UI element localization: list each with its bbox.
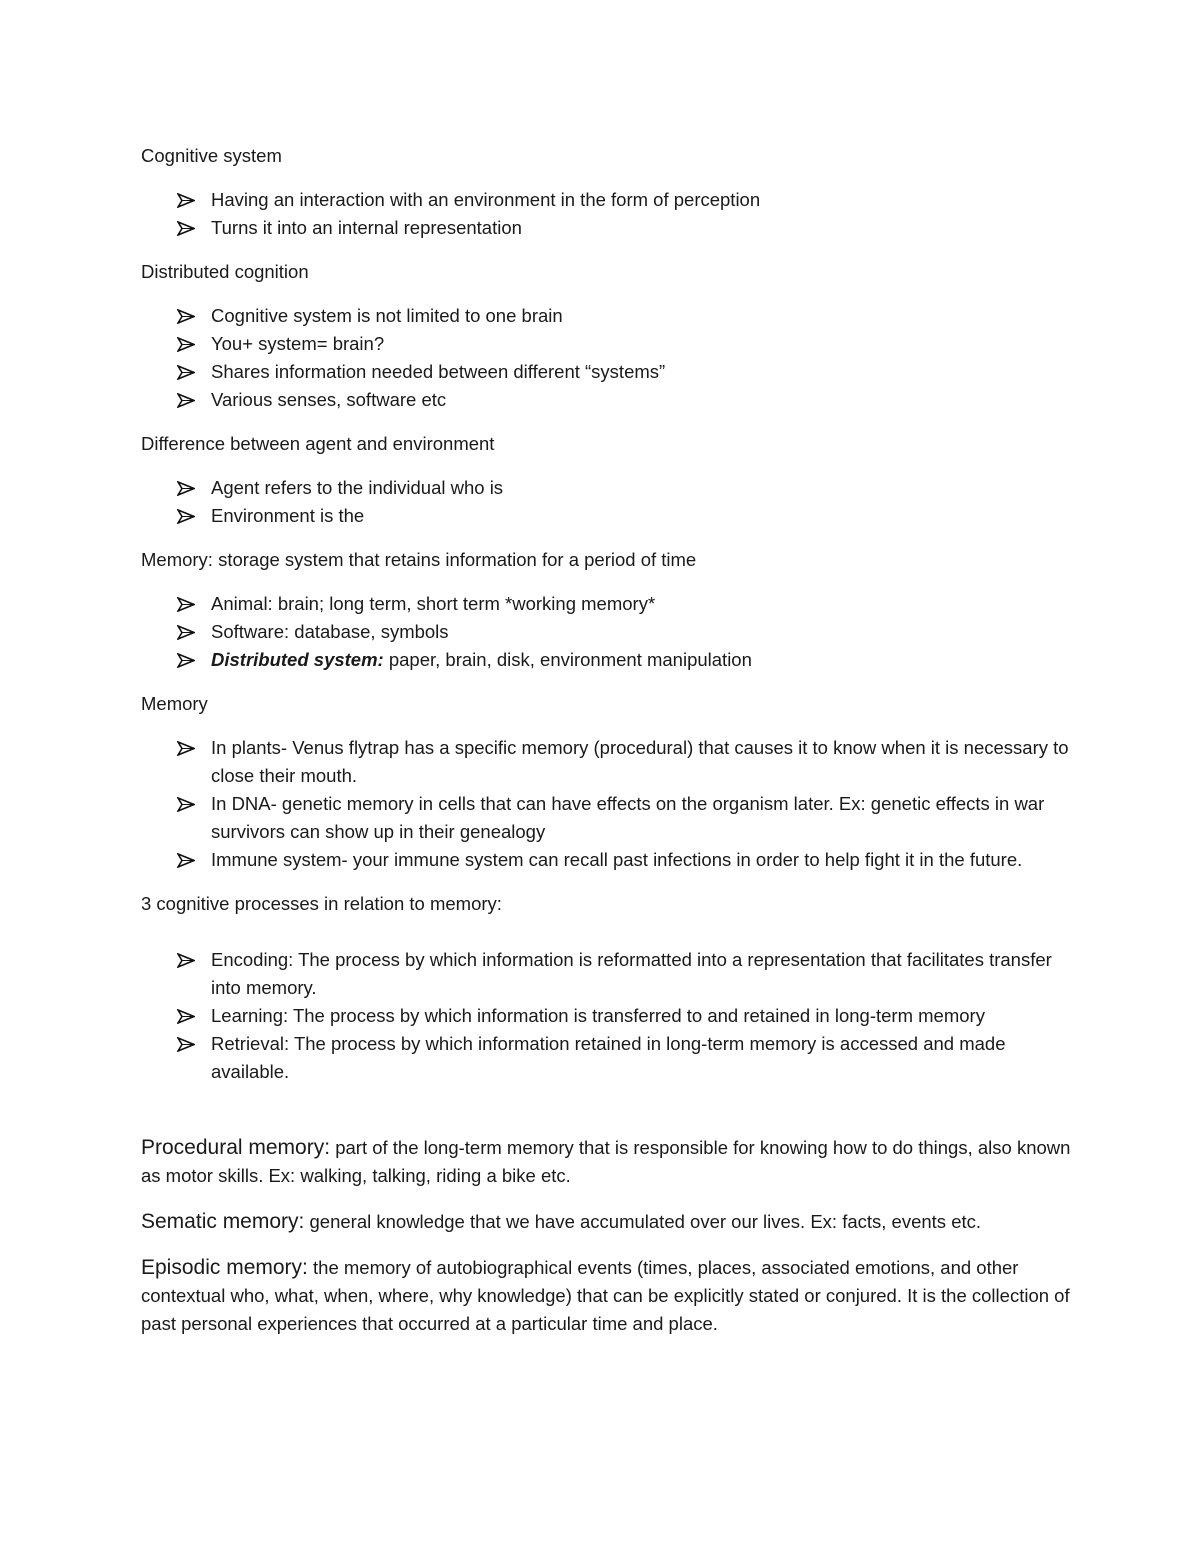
bullet-list (141, 186, 1071, 242)
list-item (141, 790, 1071, 846)
arrowhead-bullet-icon (177, 1030, 197, 1058)
definitions-block (141, 1134, 1071, 1338)
list-item (141, 618, 1071, 646)
bullet-list (141, 590, 1071, 674)
arrowhead-bullet-icon (177, 186, 197, 214)
bullet-list (141, 302, 1071, 414)
section-heading: Cognitive system (141, 145, 282, 166)
list-item-text: Immune system- your immune system can recall past infections in order to help fight it in the future. (211, 849, 1023, 870)
list-item (141, 358, 1071, 386)
arrowhead-bullet-icon (177, 358, 197, 386)
section-heading: Distributed cognition (141, 261, 309, 282)
list-item-text: Retrieval: The process by which information retained in long-term memory is accessed and made available. (211, 1033, 1006, 1082)
list-item (141, 502, 1071, 530)
arrowhead-bullet-icon (177, 790, 197, 818)
list-item-text: Having an interaction with an environment in the form of perception (211, 189, 761, 210)
list-item (141, 474, 1071, 502)
arrowhead-bullet-icon (177, 846, 197, 874)
list-item-text: Shares information needed between different “systems” (211, 361, 666, 382)
arrowhead-bullet-icon (177, 214, 197, 242)
list-item (141, 214, 1071, 242)
arrowhead-bullet-icon (177, 646, 197, 674)
list-item (141, 386, 1071, 414)
document-body (141, 142, 1071, 1356)
arrowhead-bullet-icon (177, 618, 197, 646)
list-item-text: You+ system= brain? (211, 333, 385, 354)
definition-paragraph (141, 1134, 1071, 1190)
definition-term: Sematic memory: (141, 1210, 305, 1233)
list-item-text: Software: database, symbols (211, 621, 449, 642)
list-item (141, 302, 1071, 330)
list-item-text: In DNA- genetic memory in cells that can have effects on the organism later. Ex: genetic effects in war survivors can show up in their genealogy (211, 793, 1045, 842)
bullet-list (141, 946, 1071, 1086)
bullet-list (141, 474, 1071, 530)
list-item (141, 590, 1071, 618)
list-item-text: Agent refers to the individual who is (211, 477, 504, 498)
section-heading: 3 cognitive processes in relation to memory: (141, 893, 502, 914)
bullet-list (141, 734, 1071, 874)
section-heading: Memory: storage system that retains information for a period of time (141, 549, 697, 570)
list-item (141, 946, 1071, 1002)
arrowhead-bullet-icon (177, 590, 197, 618)
definition-text: general knowledge that we have accumulated over our lives. Ex: facts, events etc. (304, 1211, 982, 1232)
arrowhead-bullet-icon (177, 330, 197, 358)
arrowhead-bullet-icon (177, 1002, 197, 1030)
list-item (141, 1030, 1071, 1086)
list-item-text: Cognitive system is not limited to one brain (211, 305, 563, 326)
arrowhead-bullet-icon (177, 502, 197, 530)
list-item-text: Turns it into an internal representation (211, 217, 522, 238)
definition-term: Episodic memory: (141, 1256, 308, 1279)
definition-term: Procedural memory: (141, 1136, 331, 1159)
arrowhead-bullet-icon (177, 734, 197, 762)
arrowhead-bullet-icon (177, 386, 197, 414)
list-item-text: paper, brain, disk, environment manipulation (383, 649, 752, 670)
list-item-text: In plants- Venus flytrap has a specific memory (procedural) that causes it to know when it is necessary to close their mouth. (211, 737, 1069, 786)
list-item (141, 846, 1071, 874)
list-item-text: Environment is the (211, 505, 365, 526)
list-item (141, 1002, 1071, 1030)
list-item-text: Various senses, software etc (211, 389, 447, 410)
emphasized-term: Distributed system: (211, 649, 384, 670)
arrowhead-bullet-icon (177, 302, 197, 330)
definition-text: the memory of autobiographical events (times, places, associated emotions, and other contextual who, what, when, where, why knowledge) that can be explicitly stated or conjured. It is the collection of past personal experiences that occurred at a particular time and place. (141, 1257, 1070, 1334)
list-item (141, 330, 1071, 358)
definition-paragraph (141, 1208, 1071, 1236)
section-heading: Difference between agent and environment (141, 433, 495, 454)
arrowhead-bullet-icon (177, 474, 197, 502)
definition-paragraph (141, 1254, 1071, 1338)
list-item-text: Animal: brain; long term, short term *working memory* (211, 593, 656, 614)
definition-text: part of the long-term memory that is responsible for knowing how to do things, also known as motor skills. Ex: walking, talking, riding a bike etc. (141, 1137, 1071, 1186)
list-item (141, 646, 1071, 674)
section-heading: Memory (141, 693, 208, 714)
list-item-text: Encoding: The process by which information is reformatted into a representation that facilitates transfer into memory. (211, 949, 1052, 998)
list-item-text: Learning: The process by which information is transferred to and retained in long-term memory (211, 1005, 985, 1026)
list-item (141, 186, 1071, 214)
arrowhead-bullet-icon (177, 946, 197, 974)
list-item (141, 734, 1071, 790)
